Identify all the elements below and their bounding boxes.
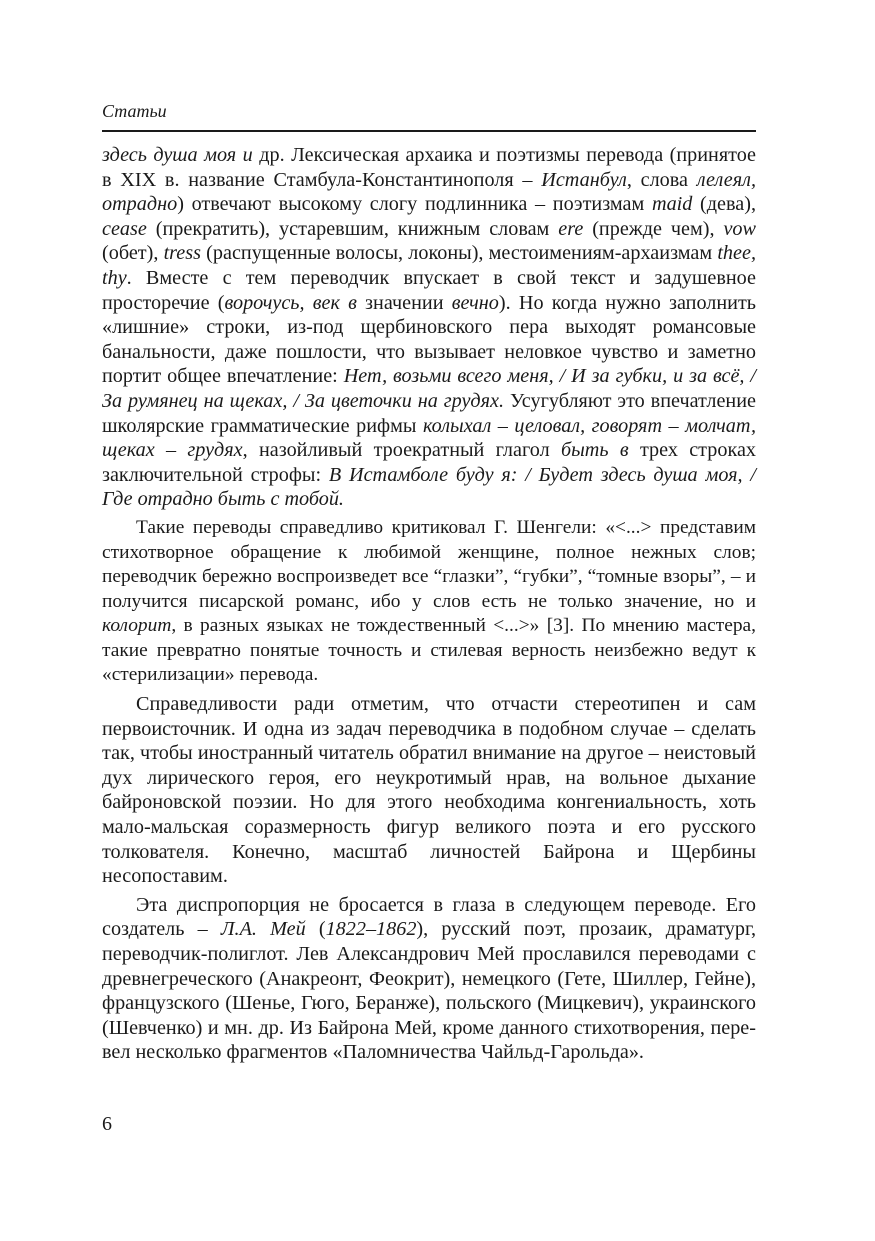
italic-text: cease bbox=[102, 217, 147, 240]
italic-text: Истанбул bbox=[541, 168, 627, 191]
text-run: ) отвечают высокому слогу подлинника – поэтизмам bbox=[177, 193, 652, 216]
text-run: ), русский поэт, прозаик, драматург, переводчик-полиглот. Лев Александрович Мей прославился переводами с древнегреческого (Анакреонт, Феокрит), немецкого (Гете, Шиллер, Гейне), французского (Шенье, Гюго, Беранже), польского (Мицкевич), украинского (Шевченко) и мн. др. Из Байрона Мей, кроме данного стихотворения, перевел несколько фрагментов «Паломничества Чайльд-Гарольда». bbox=[102, 918, 756, 1064]
paragraph-2 bbox=[102, 516, 756, 688]
italic-text: tress bbox=[163, 242, 201, 265]
text-run: значении bbox=[356, 291, 452, 314]
text-run: , назойливый троекратный глагол bbox=[242, 439, 561, 462]
paragraph-3 bbox=[102, 692, 756, 889]
italic-text: здесь душа моя и bbox=[102, 144, 253, 166]
italic-text: Нет, возьми всего меня, / И за губки, и за всё, / За румянец на щеках, / За цветочки на грудях. bbox=[102, 365, 756, 412]
italic-text: лелеял, отрадно bbox=[102, 168, 756, 216]
italic-text: вечно bbox=[451, 291, 499, 314]
text-run: , в разных языках не тождественный <...>» [3]. По мнению мастера, такие превратно понятые точность и стилевая верность неизбежно ведут к «стерилизации» перевода. bbox=[102, 615, 756, 686]
text-run: , слова bbox=[626, 168, 697, 191]
paragraph-1 bbox=[102, 143, 756, 512]
text-run: (прекратить), устаревшим, книжным словам bbox=[146, 217, 559, 240]
text-run: (прежде чем), bbox=[583, 217, 724, 240]
text-run: Усугубляют это впечатление школярские грамматические рифмы bbox=[102, 389, 756, 437]
text-run: ). Но когда нужно заполнить «лишние» строки, из-под щербиновского пера выходят романсовые банальности, даже пошлости, что вызывает неловкое чувство и заметно портит общее впечатление: bbox=[102, 291, 756, 388]
text-run: Эта диспропорция не бросается в глаза в следующем переводе. Его создатель – bbox=[102, 893, 756, 941]
text-run: (обет), bbox=[102, 242, 164, 265]
text-run: (распущенные волосы, локоны), местоимениям-архаизмам bbox=[200, 242, 718, 265]
italic-text: maid bbox=[651, 193, 693, 216]
text-run: Такие переводы справедливо критиковал Г. Шенгели: «<...> представим стихотворное обращение к любимой женщине, полное нежных слов; переводчик бережно воспроизведет все “глазки”, “губки”, “томные взоры”, – и получится писарской романс, ибо у слов есть не только значение, но и bbox=[102, 516, 756, 612]
italic-text: Л.А. Мей bbox=[220, 918, 306, 941]
text-run: трех строках заключительной строфы: bbox=[102, 439, 756, 486]
italic-text: thee, thy bbox=[102, 242, 756, 289]
italic-text: 1822–1862 bbox=[325, 918, 417, 941]
header-rule bbox=[102, 130, 756, 132]
page-header bbox=[102, 100, 756, 132]
page-number: 6 bbox=[102, 1113, 112, 1135]
running-title: Статьи bbox=[102, 101, 167, 121]
body-text bbox=[102, 143, 756, 1069]
paragraph-4 bbox=[102, 893, 756, 1065]
text-run: Справедливости ради отметим, что отчасти стереотипен и сам первоисточник. И одна из задач переводчика в подобном случае – сделать так, чтобы иностранный читатель обратил внимание на другое – неистовый дух лирического героя, его неукротимый нрав, на вольное дыхание байроновской поэзии. Но для этого необходима конгениальность, хоть мало-мальская соразмерность фигур великого поэта и его русского толкователя. Конечно, масштаб личностей Байрона и Щербины несопоставим. bbox=[102, 693, 756, 888]
italic-text: vow bbox=[723, 217, 756, 240]
italic-text: ворочусь, век в bbox=[224, 291, 357, 314]
text-run: др. Лексическая архаика и поэтизмы перевода (принятое в XIX в. название Стамбула-Константинополя – bbox=[102, 144, 756, 191]
text-run: . Вместе с тем переводчик впускает в свой текст и задушевное просторечие ( bbox=[102, 266, 756, 314]
italic-text: колыхал – целовал, говорят – молчат, щеках – грудях bbox=[102, 414, 756, 462]
italic-text: колорит bbox=[102, 615, 172, 637]
italic-text: ere bbox=[558, 217, 584, 240]
italic-text: быть в bbox=[560, 439, 629, 462]
text-run: ( bbox=[305, 918, 326, 941]
italic-text: В Истамболе буду я: / Будет здесь душа моя, / Где отрадно быть с тобой. bbox=[102, 463, 756, 511]
text-run: (дева), bbox=[692, 193, 757, 216]
